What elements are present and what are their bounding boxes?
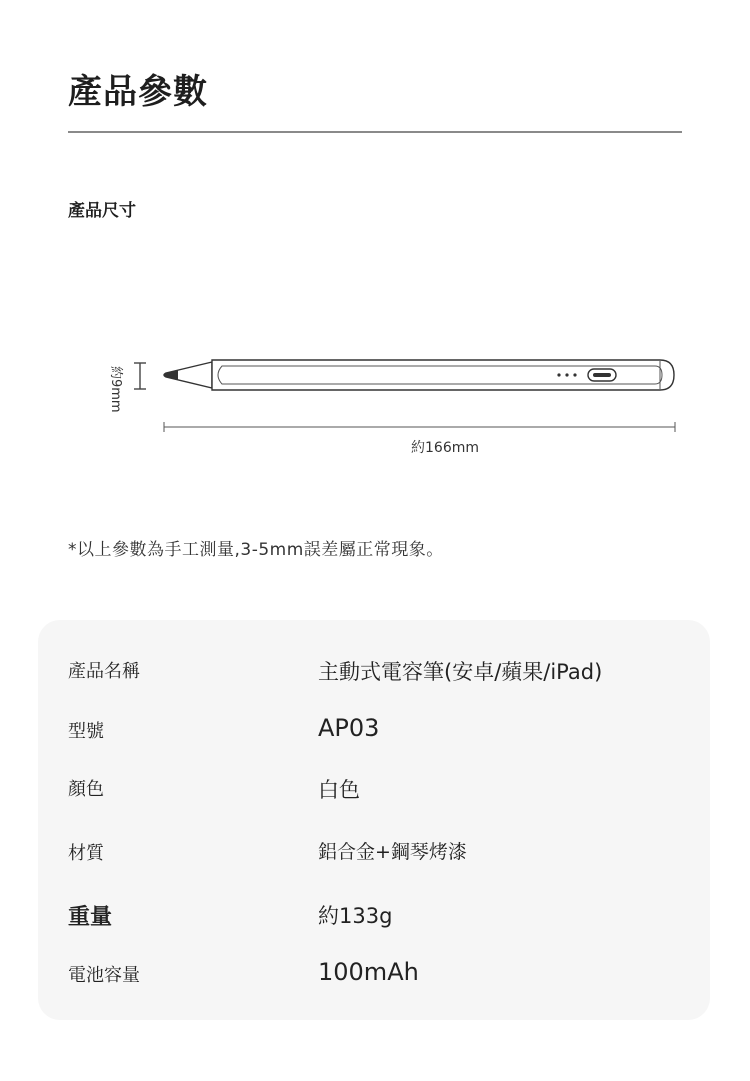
indicator-dot [557,373,560,376]
length-label: 約166mm [411,440,479,456]
spec-row-weight [0,898,750,938]
diameter-bracket [134,363,146,389]
title-divider [68,131,682,133]
spec-value: 白色 [318,778,360,802]
page-title: 產品參數 [68,72,208,112]
spec-value: 100mAh [318,958,419,986]
spec-value: 約133g [318,904,393,928]
spec-value: 鋁合金+鋼琴烤漆 [318,841,467,863]
spec-row-model [0,714,750,754]
spec-key: 重量 [68,905,113,930]
spec-key: 電池容量 [68,965,140,986]
diameter-label: 約9mm [108,366,123,413]
spec-key: 型號 [68,721,104,742]
spec-key: 產品名稱 [68,661,140,682]
length-dimension-line [164,422,675,432]
measurement-note: *以上參數為手工測量,3-5mm誤差屬正常現象。 [68,540,444,560]
dimensions-section-label: 產品尺寸 [68,201,136,221]
spec-row-name [0,654,750,694]
spec-value: AP03 [318,714,380,742]
spec-key: 顏色 [68,779,104,800]
indicator-dot [565,373,568,376]
spec-value: 主動式電容筆(安卓/蘋果/iPad) [318,660,603,684]
spec-row-color [0,775,750,815]
indicator-dot [573,373,576,376]
spec-row-material [0,837,750,877]
spec-row-battery [0,960,750,1000]
spec-key: 材質 [68,843,104,864]
